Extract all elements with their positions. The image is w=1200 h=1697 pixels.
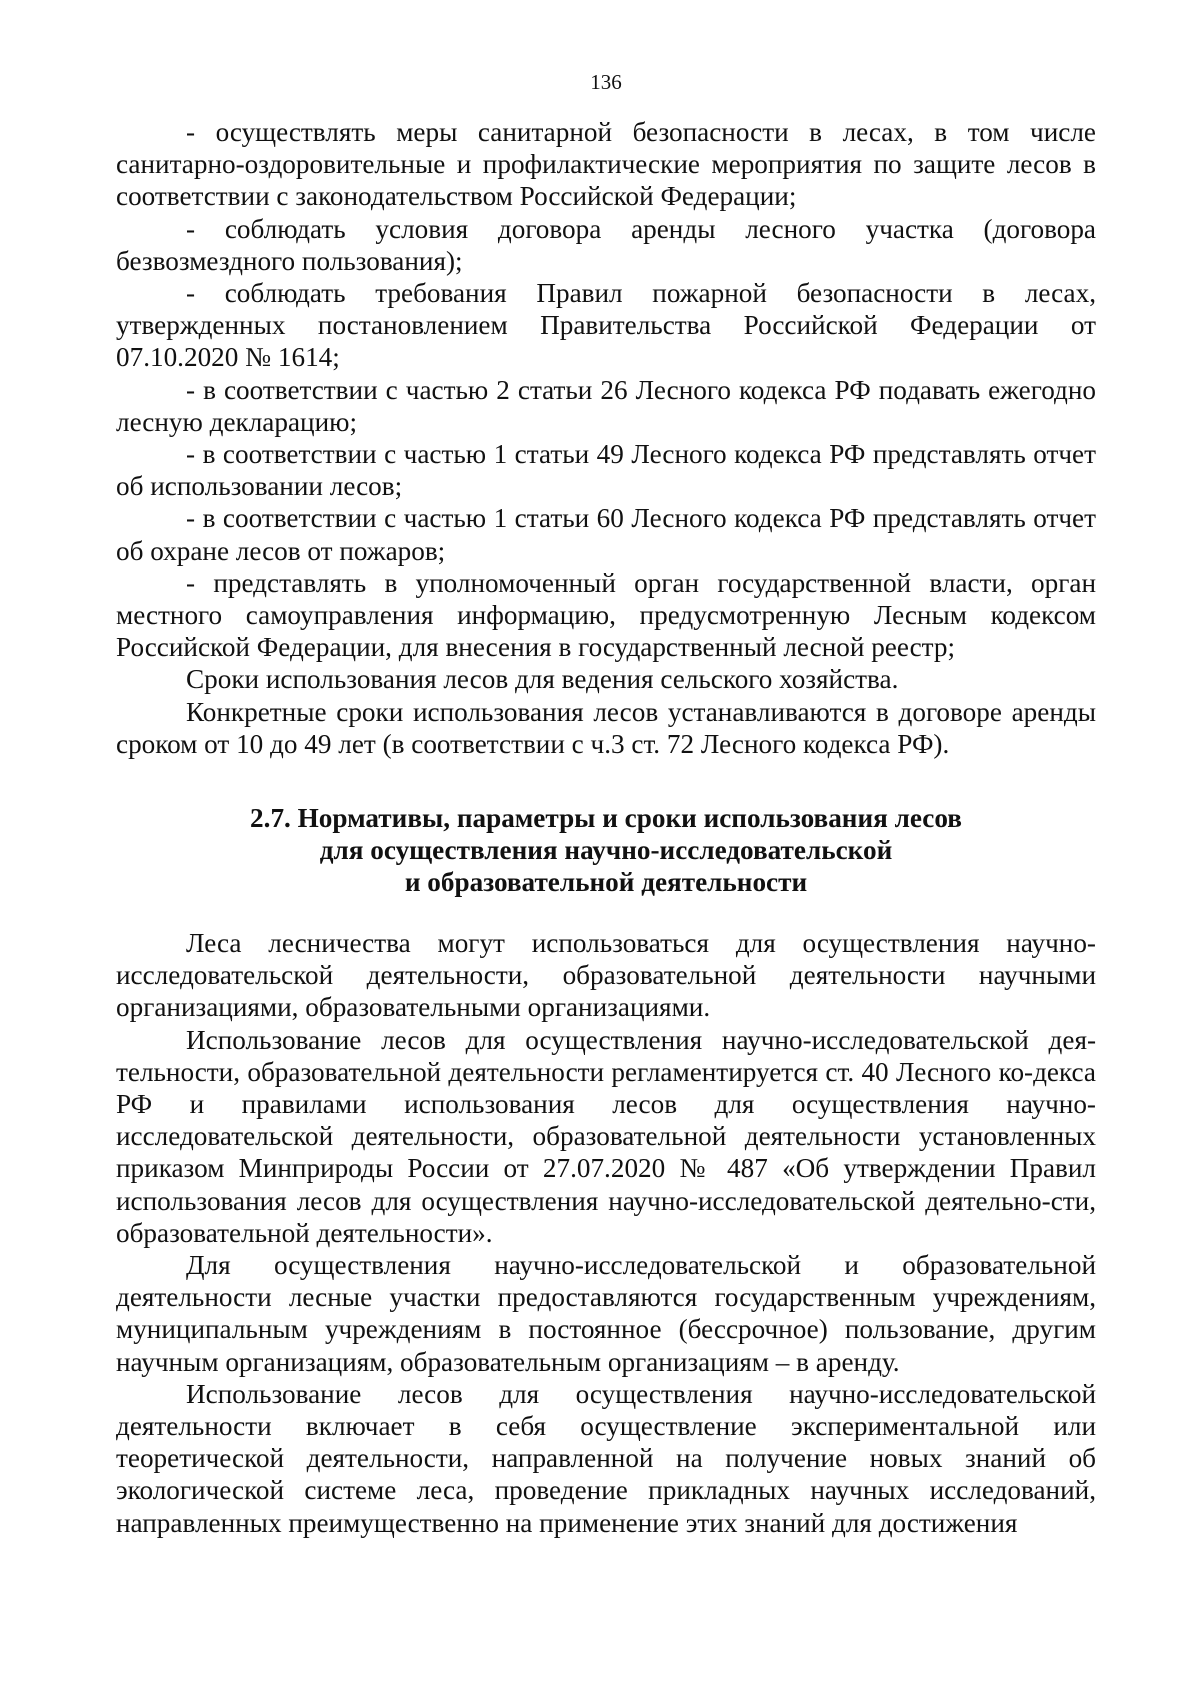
section-heading-line: 2.7. Нормативы, параметры и сроки использования лесов [250,803,962,833]
section-body [116,927,1096,1539]
obligations-list [116,116,1096,760]
page-number: 136 [590,70,622,94]
paragraph: Использование лесов для осуществления научно-исследовательской дея-тельности, образовательной деятельности регламентируется ст. 40 Лесного ко-декса РФ и правилами использования лесов для осуществления научно-исследовательской деятельности, образовательной деятельности установленных приказом Минприроды России от 27.07.2020 № 487 «Об утверждении Правил использования лесов для осуществления научно-исследовательской деятельно-сти, образовательной деятельности». [116,1024,1096,1248]
paragraph: - представлять в уполномоченный орган государственной власти, орган местного самоуправления информацию, предусмотренную Лесным кодексом Российской Федерации, для внесения в государственный лесной реестр; [116,567,1096,663]
section-heading [116,802,1096,898]
section-heading-line: для осуществления научно-исследовательской [319,835,893,865]
paragraph: - соблюдать требования Правил пожарной безопасности в лесах, утвержденных постановлением Правительства Российской Федерации от 07.10.2020 № 1614; [116,278,1096,373]
paragraph: Сроки использования лесов для ведения сельского хозяйства. [186,664,899,695]
paragraph: Использование лесов для осуществления научно-исследовательской деятельности включает в себя осуществление экспериментальной или теоретической деятельности, направленной на получение новых знаний об экологической системе леса, проведение прикладных научных исследований, направленных преимущественно на применение этих знаний для достижения [116,1378,1096,1538]
paragraph: - в соответствии с частью 1 статьи 60 Лесного кодекса РФ представлять отчет об охране лесов от пожаров; [116,503,1096,566]
paragraph: - осуществлять меры санитарной безопасности в лесах, в том числе санитарно-оздоровительные и профилактические мероприятия по защите лесов в соответствии с законодательством Российской Федерации; [116,117,1096,212]
paragraph: - в соответствии с частью 1 статьи 49 Лесного кодекса РФ представлять отчет об использовании лесов; [116,439,1096,502]
paragraph: Для осуществления научно-исследовательской и образовательной деятельности лесные участки предоставляются государственным учреждениям, муниципальным учреждениям в постоянное (бессрочное) пользование, другим научным организациям, образовательным организациям – в аренду. [116,1250,1096,1377]
paragraph: Леса лесничества могут использоваться для осуществления научно-исследовательской деятельности, образовательной деятельности научными организациями, образовательными организациями. [116,928,1096,1023]
paragraph: Конкретные сроки использования лесов устанавливаются в договоре аренды сроком от 10 до 49 лет (в соответствии с ч.3 ст. 72 Лесного кодекса РФ). [116,696,1096,759]
paragraph: - в соответствии с частью 2 статьи 26 Лесного кодекса РФ подавать ежегодно лесную декларацию; [116,374,1096,437]
paragraph: - соблюдать условия договора аренды лесного участка (договора безвозмездного пользования); [116,213,1096,276]
section-heading-line: и образовательной деятельности [404,867,808,897]
